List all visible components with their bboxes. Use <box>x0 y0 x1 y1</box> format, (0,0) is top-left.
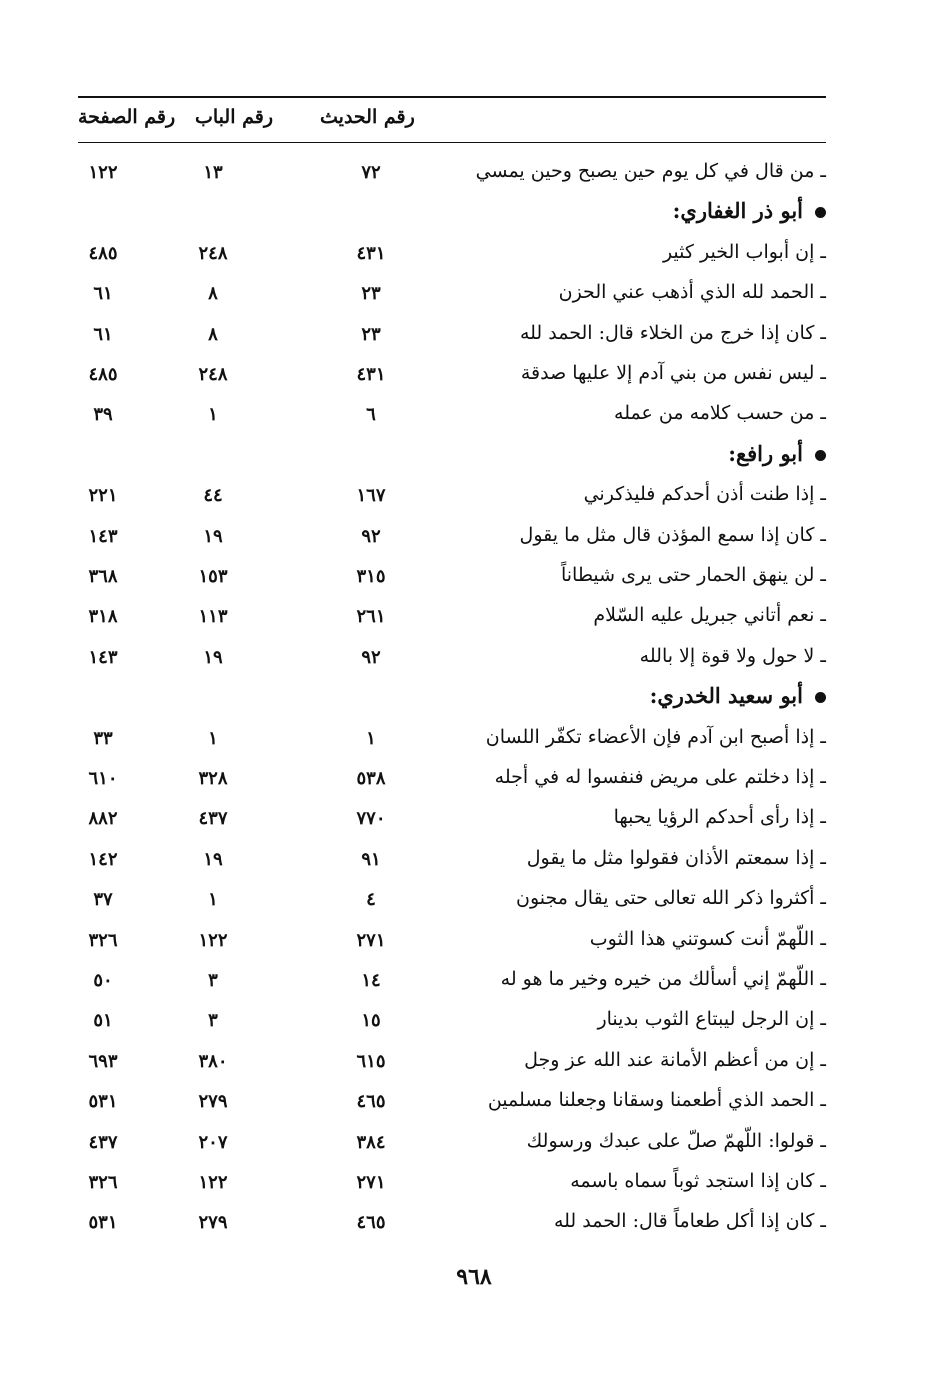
hadith-number: ٧٧٠ <box>356 808 386 830</box>
chapter-number: ١٢٢ <box>198 1172 228 1193</box>
page-reference: ١٤٣ <box>88 525 118 547</box>
chapter-number: ٢٧٩ <box>198 1091 228 1113</box>
hadith-number: ٣٨٤ <box>356 1131 386 1153</box>
chapter-number: ٣ <box>208 970 218 991</box>
page-reference: ٨٨٢ <box>88 808 118 830</box>
index-row <box>0 1004 948 1044</box>
chapter-number: ٣٢٨ <box>198 768 228 789</box>
index-row <box>0 479 948 519</box>
hadith-number: ١٦٧ <box>356 485 386 507</box>
bullet-icon <box>815 692 826 703</box>
chapter-number: ٢٠٧ <box>198 1131 228 1153</box>
hadith-text: ـ إن من أعظم الأمانة عند الله عز وجل <box>524 1048 826 1071</box>
hadith-text: ـ إذا أصبح ابن آدم فإن الأعضاء تكفّر اللسان <box>485 725 826 748</box>
chapter-number-column-header: رقم الباب <box>195 106 273 128</box>
page-reference: ١٢٢ <box>88 162 118 183</box>
index-row <box>0 156 948 196</box>
hadith-number: ٤٣١ <box>356 242 386 264</box>
hadith-text: ـ كان إذا سمع المؤذن قال مثل ما يقول <box>519 523 826 546</box>
header-rule <box>78 142 826 143</box>
hadith-text: ـ كان إذا استجد ثوباً سماه باسمه <box>570 1170 826 1192</box>
chapter-number: ٣ <box>208 1010 218 1032</box>
hadith-text: ـ اللّهمّ أنت كسوتني هذا الثوب <box>589 927 826 950</box>
narrator-name <box>673 198 826 223</box>
page-number: ٩٦٨ <box>456 1264 492 1290</box>
page-reference: ٢٢١ <box>88 485 118 507</box>
hadith-text: ـ لن ينهق الحمار حتى يرى شيطاناً <box>560 564 826 586</box>
index-row <box>0 520 948 560</box>
page-reference: ٥٣١ <box>88 1212 118 1234</box>
chapter-number: ١ <box>208 404 218 426</box>
hadith-number: ٤٣١ <box>356 364 386 385</box>
hadith-text: ـ من حسب كلامه من عمله <box>614 402 826 425</box>
chapter-number: ١٥٣ <box>198 566 228 587</box>
index-row <box>0 1045 948 1085</box>
page-reference: ٣٢٦ <box>88 1172 118 1193</box>
page-reference: ٦١٠ <box>88 768 118 789</box>
bullet-icon <box>815 450 826 461</box>
page-number-column-header: رقم الصفحة <box>78 106 176 128</box>
bullet-icon <box>815 207 826 218</box>
hadith-number: ٧٢ <box>361 162 381 183</box>
hadith-number: ٩١ <box>361 848 381 870</box>
page-reference: ٥٠ <box>93 970 113 991</box>
chapter-number: ١ <box>208 889 218 911</box>
page-reference: ١٤٣ <box>88 646 118 668</box>
page-reference: ٣٣ <box>93 727 113 749</box>
index-row <box>0 318 948 358</box>
hadith-text: ـ ليس نفس من بني آدم إلا عليها صدقة <box>520 362 826 384</box>
hadith-text: ـ قولوا: اللّهمّ صلّ على عبدك ورسولك <box>526 1129 826 1152</box>
chapter-number: ١٢٢ <box>198 929 228 951</box>
chapter-number: ٢٤٨ <box>198 242 228 264</box>
hadith-number: ٤٦٥ <box>356 1212 386 1234</box>
hadith-number-column-header: رقم الحديث <box>320 106 415 128</box>
index-row <box>0 924 948 964</box>
chapter-number: ٨ <box>208 283 218 305</box>
hadith-text: ـ إذا طنت أذن أحدكم فليذكرني <box>583 483 826 506</box>
page-reference: ١٤٢ <box>88 848 118 870</box>
page-reference: ٣٩ <box>93 404 113 426</box>
chapter-number: ٤٤ <box>203 485 223 507</box>
chapter-number: ١٩ <box>203 525 223 547</box>
section-label: أبو سعيد الخدري: <box>649 683 803 709</box>
page-reference: ٥٣١ <box>88 1091 118 1113</box>
page-reference: ٤٨٥ <box>88 242 118 264</box>
top-rule <box>78 96 826 98</box>
section-heading <box>0 681 948 721</box>
chapter-number: ٣٨٠ <box>198 1050 228 1072</box>
hadith-text: ـ أكثروا ذكر الله تعالى حتى يقال مجنون <box>516 887 826 910</box>
page-reference: ٣١٨ <box>88 606 118 628</box>
index-row <box>0 277 948 317</box>
hadith-number: ١ <box>366 727 376 749</box>
chapter-number: ٢٤٨ <box>198 364 228 385</box>
section-label: أبو رافع: <box>728 440 803 466</box>
index-row <box>0 560 948 600</box>
hadith-text: ـ إذا سمعتم الأذان فقولوا مثل ما يقول <box>526 846 826 869</box>
index-row <box>0 641 948 681</box>
chapter-number: ٤٣٧ <box>198 808 228 830</box>
index-row <box>0 722 948 762</box>
hadith-number: ٩٢ <box>361 646 381 668</box>
index-row <box>0 1166 948 1206</box>
hadith-text: ـ إن أبواب الخير كثير <box>662 240 826 263</box>
hadith-text: ـ اللّهمّ إني أسألك من خيره وخير ما هو له <box>500 968 826 990</box>
index-row <box>0 398 948 438</box>
page-reference: ٣٦٨ <box>88 566 118 587</box>
page-reference: ٤٣٧ <box>88 1131 118 1153</box>
hadith-number: ٢٣ <box>361 323 381 345</box>
chapter-number: ١ <box>208 727 218 749</box>
index-row <box>0 964 948 1004</box>
chapter-number: ١٩ <box>203 848 223 870</box>
page-reference: ٦١ <box>93 283 113 305</box>
narrator-name <box>650 683 826 708</box>
page-reference: ٤٨٥ <box>88 364 118 385</box>
hadith-text: ـ إذا دخلتم على مريض فنفسوا له في أجله <box>494 766 826 788</box>
hadith-number: ٣١٥ <box>356 566 386 587</box>
chapter-number: ١٩ <box>203 646 223 668</box>
hadith-number: ٢٦١ <box>356 606 386 628</box>
chapter-number: ١٣ <box>203 162 223 183</box>
index-row <box>0 358 948 398</box>
index-row <box>0 1085 948 1125</box>
hadith-number: ٥٣٨ <box>356 768 386 789</box>
hadith-number: ٩٢ <box>361 525 381 547</box>
page-reference: ٣٧ <box>93 889 113 911</box>
chapter-number: ١١٣ <box>198 606 228 628</box>
hadith-number: ١٥ <box>361 1010 381 1032</box>
hadith-number: ٢٧١ <box>356 929 386 951</box>
index-row <box>0 1126 948 1166</box>
hadith-number: ٤٦٥ <box>356 1091 386 1113</box>
page-reference: ٦١ <box>93 323 113 345</box>
hadith-number: ٢٣ <box>361 283 381 305</box>
page-reference: ٦٩٣ <box>88 1050 118 1072</box>
hadith-text: ـ الحمد لله الذي أذهب عني الحزن <box>558 281 826 304</box>
hadith-number: ١٤ <box>361 970 381 991</box>
index-row <box>0 843 948 883</box>
index-row <box>0 802 948 842</box>
section-label: أبو ذر الغفاري: <box>672 198 803 224</box>
hadith-text: ـ لا حول ولا قوة إلا بالله <box>639 644 826 667</box>
hadith-text: ـ الحمد الذي أطعمنا وسقانا وجعلنا مسلمين <box>487 1089 826 1112</box>
hadith-text: ـ من قال في كل يوم حين يصبح وحين يمسي <box>475 160 826 182</box>
page-reference: ٥١ <box>93 1010 113 1032</box>
hadith-number: ٦١٥ <box>356 1050 386 1072</box>
hadith-text: ـ كان إذا أكل طعاماً قال: الحمد لله <box>553 1210 826 1233</box>
index-row <box>0 883 948 923</box>
section-heading <box>0 196 948 236</box>
hadith-text: ـ إذا رأى أحدكم الرؤيا يحبها <box>613 806 826 829</box>
hadith-text: ـ إن الرجل ليبتاع الثوب بدينار <box>597 1008 826 1031</box>
index-row <box>0 237 948 277</box>
page-reference: ٣٢٦ <box>88 929 118 951</box>
hadith-number: ٦ <box>366 404 376 426</box>
chapter-number: ٢٧٩ <box>198 1212 228 1234</box>
section-heading <box>0 439 948 479</box>
narrator-name <box>728 441 826 466</box>
hadith-text: ـ كان إذا خرج من الخلاء قال: الحمد لله <box>519 321 826 344</box>
chapter-number: ٨ <box>208 323 218 345</box>
hadith-number: ٤ <box>366 889 376 911</box>
hadith-number: ٢٧١ <box>356 1172 386 1193</box>
index-row <box>0 600 948 640</box>
index-row <box>0 1206 948 1246</box>
index-row <box>0 762 948 802</box>
hadith-text: ـ نعم أتاني جبريل عليه السّلام <box>593 604 826 627</box>
